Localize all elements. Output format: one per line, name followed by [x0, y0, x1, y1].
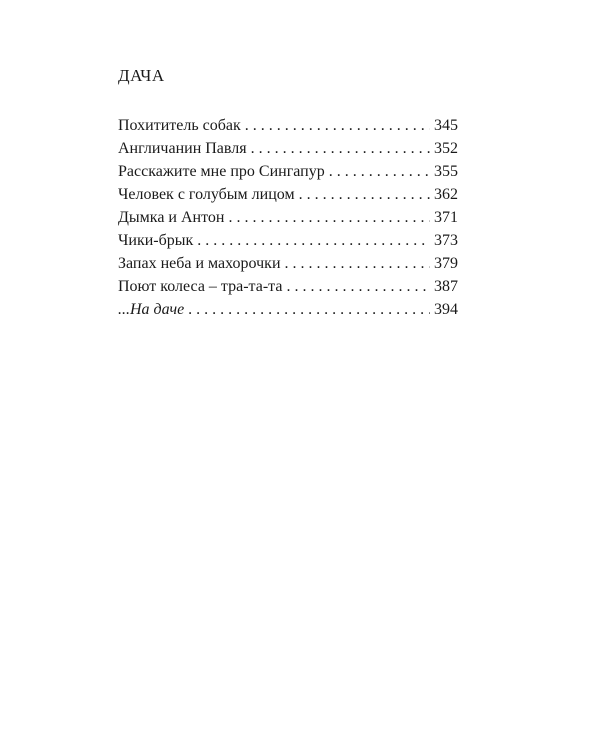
toc-entry-title: Поют колеса – тра-та-та — [118, 278, 283, 295]
toc-entry-title: Человек с голубым лицом — [118, 186, 295, 203]
dot-leader — [245, 114, 430, 137]
toc-entry — [118, 160, 458, 183]
dot-leader — [188, 298, 430, 321]
toc-entry-page: 394 — [434, 301, 458, 318]
toc-entry-page: 387 — [434, 278, 458, 295]
toc-entry — [118, 252, 458, 275]
toc-entry-page: 373 — [434, 232, 458, 249]
toc-entry-title: Чики-брык — [118, 232, 194, 249]
dot-leader — [228, 206, 430, 229]
toc-entry-title: Дымка и Антон — [118, 209, 225, 226]
toc-entry-title: Запах неба и махорочки — [118, 255, 281, 272]
toc-entry-page: 362 — [434, 186, 458, 203]
toc-entry-page: 345 — [434, 117, 458, 134]
dot-leader — [329, 160, 430, 183]
toc-entry-title: Расскажите мне про Сингапур — [118, 163, 325, 180]
toc-entry-page: 379 — [434, 255, 458, 272]
dot-leader — [285, 252, 430, 275]
toc-entry-title: Англичанин Павля — [118, 140, 247, 157]
toc-entry-page: 355 — [434, 163, 458, 180]
section-title: ДАЧА — [118, 66, 165, 85]
toc-entry — [118, 183, 458, 206]
dot-leader — [197, 229, 430, 252]
toc-entry — [118, 114, 458, 137]
toc-entry-title: Похититель собак — [118, 117, 241, 134]
toc-entry — [118, 137, 458, 160]
dot-leader — [251, 137, 430, 160]
toc-entry-page: 352 — [434, 140, 458, 157]
toc-entry-title: ...На даче — [118, 301, 185, 318]
table-of-contents — [118, 114, 458, 321]
toc-entry — [118, 275, 458, 298]
toc-entry — [118, 229, 458, 252]
dot-leader — [286, 275, 430, 298]
toc-entry — [118, 298, 458, 321]
toc-entry — [118, 206, 458, 229]
dot-leader — [299, 183, 430, 206]
toc-entry-page: 371 — [434, 209, 458, 226]
